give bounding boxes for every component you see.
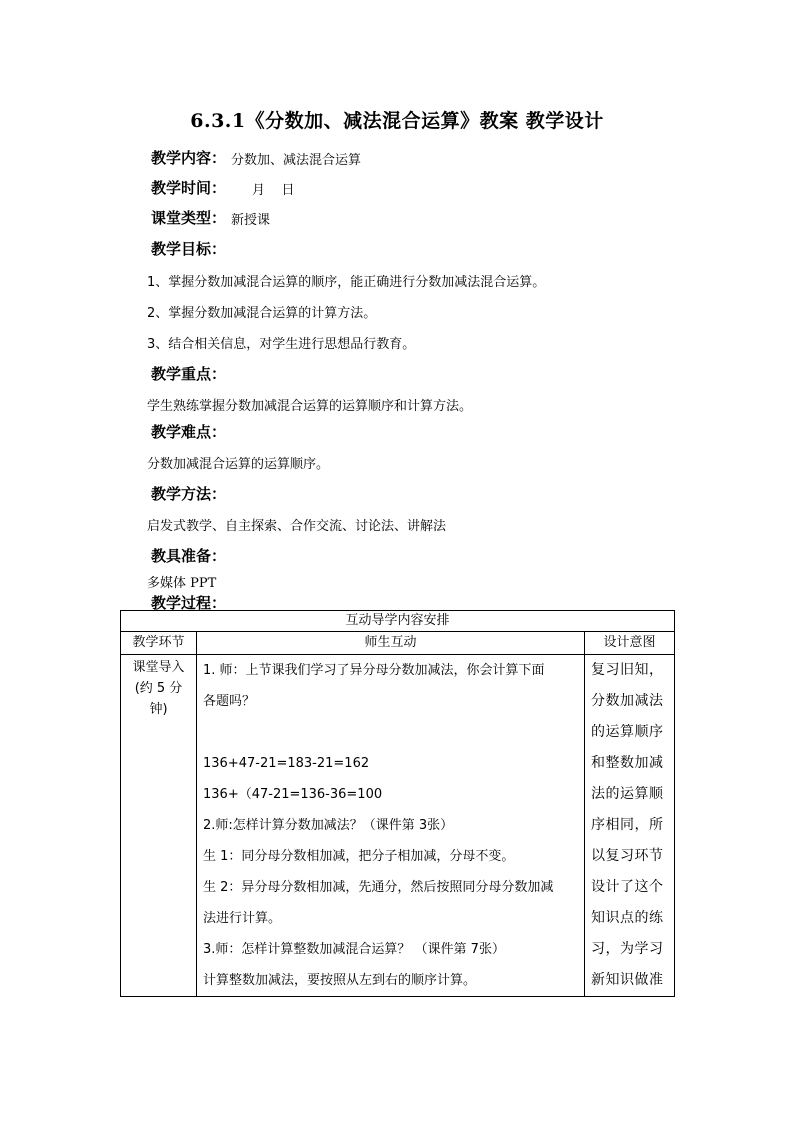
design-line: 序相同，所 [591, 817, 664, 833]
difficulties-label: 教学难点： [151, 423, 227, 441]
column-header-stage: 教学环节 [121, 632, 197, 655]
content-value: 分数加、减法混合运算 [231, 153, 362, 168]
type-label: 课堂类型： [151, 209, 227, 227]
methods-label: 教学方法： [151, 485, 227, 503]
design-line: 习，为学习 [591, 941, 664, 957]
interaction-cell [197, 655, 585, 997]
objective-item: 3、结合相关信息，对学生进行思想品行教育。 [147, 337, 416, 352]
table-row [121, 655, 675, 997]
interaction-line: 1. 师：上节课我们学习了异分母分数加减法，你会计算下面 [203, 663, 545, 678]
design-line: 分数加减法 [591, 693, 664, 709]
design-line: 知识点的练 [591, 910, 664, 926]
interaction-line: 生 1：同分母分数相加减，把分子相加减，分母不变。 [203, 849, 515, 864]
process-table [120, 610, 675, 997]
stage-line: 钟) [149, 702, 168, 717]
design-line: 和整数加减 [591, 755, 664, 771]
interaction-line: 136+（47-21=136-36=100 [203, 787, 383, 802]
design-line: 的运算顺序 [591, 724, 664, 740]
stage-line: (约 5 分 [134, 681, 183, 696]
key-points-label: 教学重点： [151, 365, 227, 383]
interaction-line: 生 2：异分母分数相加减，先通分，然后按照同分母分数加减 [203, 880, 554, 895]
interaction-line [203, 717, 578, 748]
tools-text: 多媒体 PPT [147, 576, 217, 591]
objective-item: 1、掌握分数加减混合运算的顺序，能正确进行分数加减法混合运算。 [147, 275, 546, 290]
design-line: 以复习环节 [591, 848, 664, 864]
stage-line: 课堂导入 [132, 660, 185, 675]
design-line: 复习旧知， [591, 662, 664, 678]
interaction-line: 3.师：怎样计算整数加减混合运算？ （课件第 7张） [203, 942, 505, 957]
interaction-line: 各题吗？ [203, 694, 256, 709]
methods-text: 启发式教学、自主探索、合作交流、讨论法、讲解法 [147, 519, 447, 534]
design-line: 设计了这个 [591, 879, 664, 895]
tools-label: 教具准备： [151, 547, 227, 565]
objective-item: 2、掌握分数加减混合运算的计算方法。 [147, 306, 377, 321]
stage-cell [121, 655, 197, 997]
key-points-text: 学生熟练掌握分数加减混合运算的运算顺序和计算方法。 [147, 399, 473, 414]
objectives-label: 教学目标： [151, 240, 227, 258]
column-header-design: 设计意图 [585, 632, 675, 655]
design-cell [585, 655, 675, 997]
difficulties-text: 分数加减混合运算的运算顺序。 [147, 457, 330, 472]
time-label: 教学时间： [151, 179, 227, 197]
design-line: 法的运算顺 [591, 786, 664, 802]
document-title: 6.3.1《分数加、减法混合运算》教案 教学设计 [190, 110, 604, 132]
table-caption: 互动导学内容安排 [121, 611, 675, 632]
process-label: 教学过程： [151, 594, 227, 612]
interaction-line: 法进行计算。 [203, 911, 282, 926]
type-value: 新授课 [231, 213, 271, 228]
design-line: 新知识做准 [591, 972, 664, 988]
interaction-line: 2.师:怎样计算分数加减法？（课件第 3张） [203, 818, 454, 833]
column-header-interaction: 师生互动 [197, 632, 585, 655]
interaction-line: 136+47-21=183-21=162 [203, 756, 370, 771]
interaction-line: 计算整数加减法，要按照从左到右的顺序计算。 [203, 973, 477, 988]
time-value: 月 日 [252, 183, 295, 198]
content-label: 教学内容： [151, 149, 227, 167]
